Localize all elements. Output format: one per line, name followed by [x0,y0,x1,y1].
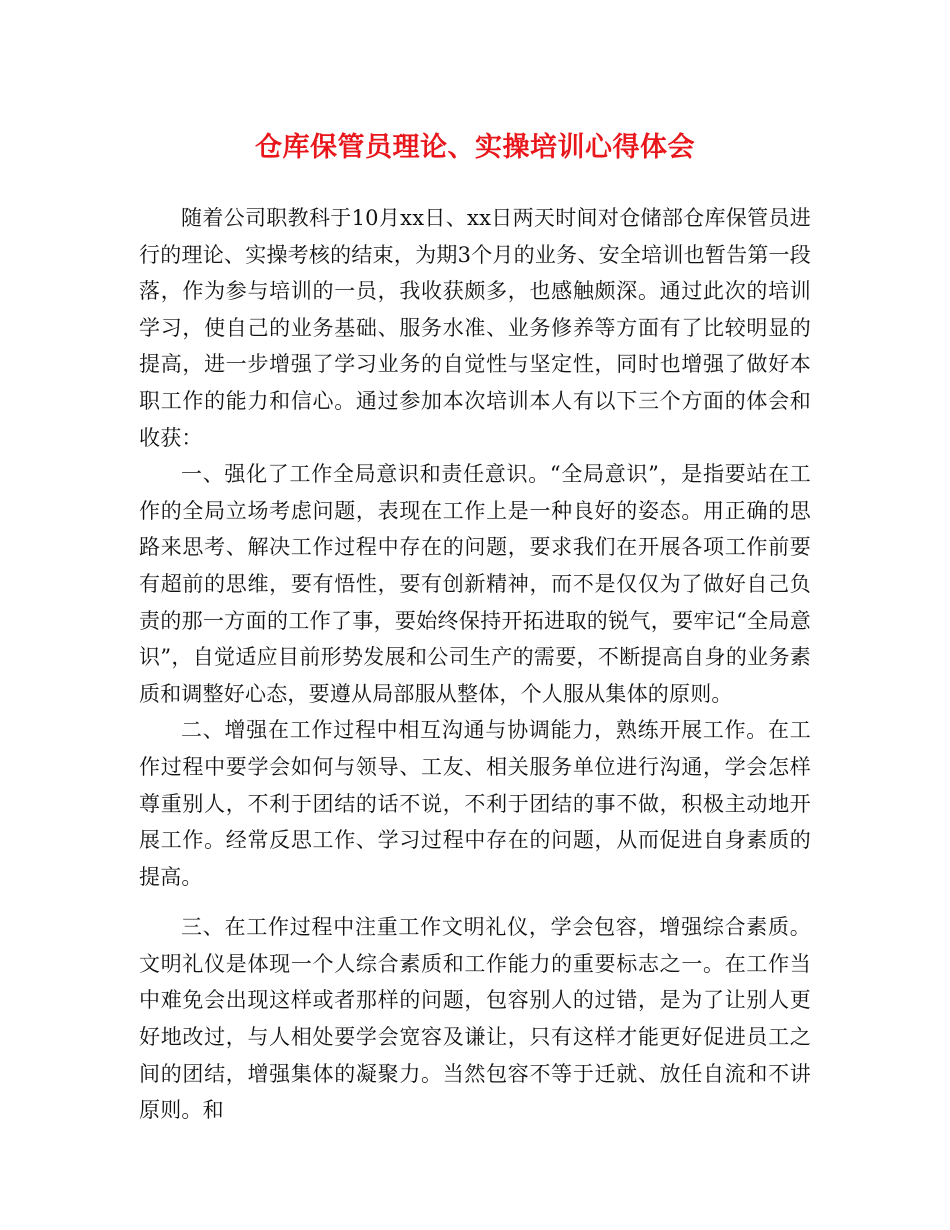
paragraph-point-3: 三、在工作过程中注重工作文明礼仪，学会包容，增强综合素质。文明礼仪是体现一个人综合素质和工作能力的重要标志之一。在工作当中难免会出现这样或者那样的问题，包容别人的过错，是为了让别人更好地改过，与人相处要学会宽容及谦让，只有这样才能更好促进员工之间的团结，增强集体的凝聚力。当然包容不等于迁就、放任自流和不讲原则。和 [139,915,811,1123]
paragraph-point-2: 二、增强在工作过程中相互沟通与协调能力，熟练开展工作。在工作过程中要学会如何与领导、工友、相关服务单位进行沟通，学会怎样尊重别人，不利于团结的话不说，不利于团结的事不做，积极主动地开展工作。经常反思工作、学习过程中存在的问题，从而促进自身素质的提高。 [139,718,811,889]
document-body [139,200,811,1129]
paragraph-intro: 随着公司职教科于10月xx日、xx日两天时间对仓储部仓库保管员进行的理论、实操考核的结束，为期3个月的业务、安全培训也暂告第一段落，作为参与培训的一员，我收获颇多，也感触颇深。通过此次的培训学习，使自己的业务基础、服务水准、业务修养等方面有了比较明显的提高，进一步增强了学习业务的自觉性与坚定性，同时也增强了做好本职工作的能力和信心。通过参加本次培训本人有以下三个方面的体会和收获： [139,206,811,450]
paragraph-point-1: 一、强化了工作全局意识和责任意识。“全局意识”，是指要站在工作的全局立场考虑问题，表现在工作上是一种良好的姿态。用正确的思路来思考、解决工作过程中存在的问题，要求我们在开展各项工作前要有超前的思维，要有悟性，要有创新精神，而不是仅仅为了做好自己负责的那一方面的工作了事，要始终保持开拓进取的锐气，要牢记“全局意识”，自觉适应目前形势发展和公司生产的需要，不断提高自身的业务素质和调整好心态，要遵从局部服从整体，个人服从集体的原则。 [139,462,811,706]
document-title: 仓库保管员理论、实操培训心得体会 [255,132,695,163]
